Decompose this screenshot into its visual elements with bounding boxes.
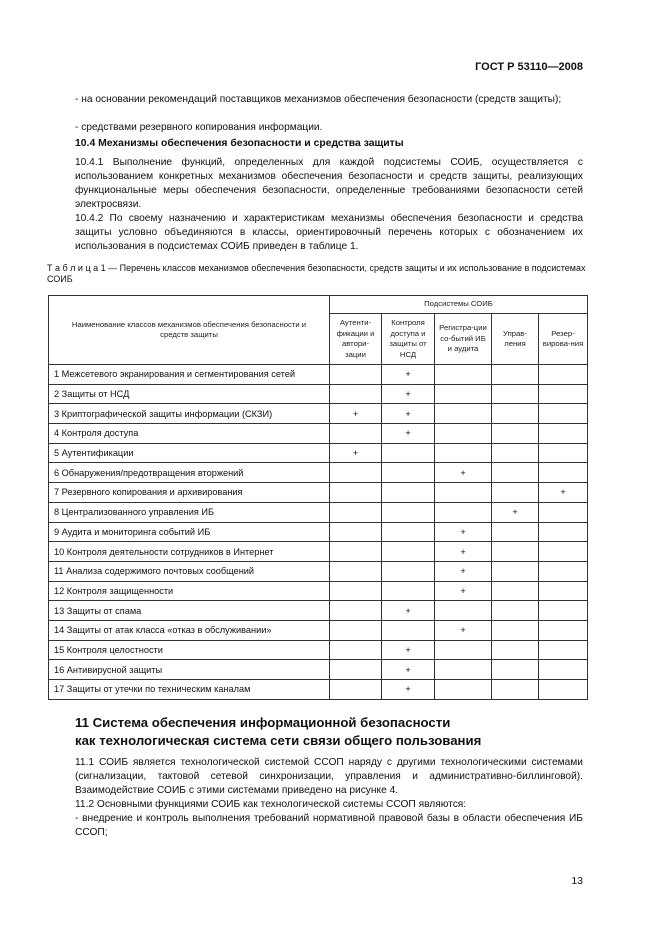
- row-mark-subsystem-4: [492, 680, 539, 700]
- row-class-name: 11 Анализа содержимого почтовых сообщений: [49, 561, 330, 581]
- row-mark-subsystem-2: [382, 443, 435, 463]
- row-mark-subsystem-5: [539, 640, 588, 660]
- row-mark-subsystem-4: +: [492, 502, 539, 522]
- row-mark-subsystem-3: [435, 483, 492, 503]
- row-mark-subsystem-4: [492, 561, 539, 581]
- row-mark-subsystem-1: [330, 522, 382, 542]
- subsystems-table: [48, 295, 588, 700]
- row-mark-subsystem-3: [435, 640, 492, 660]
- table-row: [49, 660, 588, 680]
- row-mark-subsystem-5: [539, 404, 588, 424]
- row-mark-subsystem-2: +: [382, 365, 435, 385]
- paragraph-11-1: 11.1 СОИБ является технологической системой ССОП наряду с другими технологическими системами (сигнализации, тактовой сетевой синхронизации, управления и административно-биллинговой). Взаимодействие СОИБ с этими системами приведено на рисунке 4.: [75, 757, 583, 796]
- col-header-subsystem-1: Аутенти-фикации и автори-зации: [330, 314, 382, 365]
- row-mark-subsystem-2: +: [382, 384, 435, 404]
- row-mark-subsystem-3: [435, 404, 492, 424]
- row-mark-subsystem-3: [435, 601, 492, 621]
- section-10-4-heading: 10.4 Механизмы обеспечения безопасности и средства защиты: [75, 138, 404, 149]
- row-mark-subsystem-4: [492, 404, 539, 424]
- row-mark-subsystem-2: +: [382, 601, 435, 621]
- row-mark-subsystem-4: [492, 424, 539, 444]
- row-mark-subsystem-3: [435, 424, 492, 444]
- row-mark-subsystem-1: +: [330, 443, 382, 463]
- row-mark-subsystem-3: [435, 660, 492, 680]
- row-mark-subsystem-2: [382, 620, 435, 640]
- row-class-name: 1 Межсетевого экранирования и сегментирования сетей: [49, 365, 330, 385]
- row-mark-subsystem-1: +: [330, 404, 382, 424]
- row-mark-subsystem-1: [330, 640, 382, 660]
- col-header-subsystems: Подсистемы СОИБ: [330, 296, 588, 314]
- row-class-name: 15 Контроля целостности: [49, 640, 330, 660]
- table-row: [49, 365, 588, 385]
- row-mark-subsystem-2: +: [382, 404, 435, 424]
- row-mark-subsystem-3: [435, 365, 492, 385]
- row-mark-subsystem-4: [492, 483, 539, 503]
- row-mark-subsystem-4: [492, 443, 539, 463]
- row-class-name: 7 Резервного копирования и архивирования: [49, 483, 330, 503]
- row-mark-subsystem-1: [330, 680, 382, 700]
- document-header: ГОСТ Р 53110—2008: [475, 61, 583, 73]
- table-row: [49, 601, 588, 621]
- row-mark-subsystem-5: [539, 680, 588, 700]
- row-class-name: 16 Антивирусной защиты: [49, 660, 330, 680]
- row-mark-subsystem-1: [330, 502, 382, 522]
- table-row: [49, 463, 588, 483]
- row-class-name: 12 Контроля защищенности: [49, 581, 330, 601]
- col-header-subsystem-2: Контроля доступа и защиты от НСД: [382, 314, 435, 365]
- row-mark-subsystem-4: [492, 660, 539, 680]
- row-mark-subsystem-4: [492, 542, 539, 562]
- row-mark-subsystem-4: [492, 463, 539, 483]
- row-mark-subsystem-5: [539, 660, 588, 680]
- table-row: [49, 384, 588, 404]
- paragraph-10-4-2: 10.4.2 По своему назначению и характеристикам механизмы обеспечения безопасности и средства защиты условно объединяются в классы, ориентировочный перечень которых с обозначением их использования в подсистемах СОИБ приведен в таблице 1.: [75, 213, 583, 252]
- row-mark-subsystem-4: [492, 601, 539, 621]
- row-mark-subsystem-1: [330, 601, 382, 621]
- row-class-name: 17 Защиты от утечки по техническим каналам: [49, 680, 330, 700]
- row-mark-subsystem-3: +: [435, 463, 492, 483]
- table-row: [49, 620, 588, 640]
- row-mark-subsystem-1: [330, 561, 382, 581]
- row-mark-subsystem-5: [539, 561, 588, 581]
- table-row: [49, 680, 588, 700]
- row-mark-subsystem-4: [492, 640, 539, 660]
- row-mark-subsystem-5: [539, 601, 588, 621]
- row-mark-subsystem-3: +: [435, 522, 492, 542]
- row-mark-subsystem-5: [539, 424, 588, 444]
- row-mark-subsystem-5: +: [539, 483, 588, 503]
- row-class-name: 6 Обнаружения/предотвращения вторжений: [49, 463, 330, 483]
- row-mark-subsystem-4: [492, 522, 539, 542]
- row-class-name: 14 Защиты от атак класса «отказ в обслуживании»: [49, 620, 330, 640]
- row-class-name: 4 Контроля доступа: [49, 424, 330, 444]
- row-mark-subsystem-1: [330, 424, 382, 444]
- section-11-heading-line-2: как технологическая система сети связи общего пользования: [75, 733, 482, 748]
- row-mark-subsystem-1: [330, 365, 382, 385]
- row-mark-subsystem-3: +: [435, 561, 492, 581]
- row-mark-subsystem-1: [330, 384, 382, 404]
- row-class-name: 8 Централизованного управления ИБ: [49, 502, 330, 522]
- row-mark-subsystem-3: [435, 502, 492, 522]
- table-row: [49, 640, 588, 660]
- row-class-name: 10 Контроля деятельности сотрудников в Интернет: [49, 542, 330, 562]
- intro-bullet-1: - на основании рекомендаций поставщиков механизмов обеспечения безопасности (средств защиты);: [75, 94, 562, 105]
- col-header-subsystem-4: Управ-ления: [492, 314, 539, 365]
- page-number: 13: [571, 875, 583, 887]
- table-caption-text: 1 — Перечень классов механизмов обеспечения безопасности, средств защиты и их использование в подсистемах СОИБ: [47, 263, 586, 284]
- row-mark-subsystem-1: [330, 542, 382, 562]
- row-mark-subsystem-2: [382, 581, 435, 601]
- table-row: [49, 443, 588, 463]
- row-mark-subsystem-2: +: [382, 680, 435, 700]
- row-mark-subsystem-5: [539, 502, 588, 522]
- row-class-name: 3 Криптографической защиты информации (СКЗИ): [49, 404, 330, 424]
- row-class-name: 13 Защиты от спама: [49, 601, 330, 621]
- row-mark-subsystem-4: [492, 365, 539, 385]
- row-mark-subsystem-2: +: [382, 424, 435, 444]
- row-mark-subsystem-3: [435, 443, 492, 463]
- row-mark-subsystem-1: [330, 581, 382, 601]
- table-row: [49, 542, 588, 562]
- row-mark-subsystem-1: [330, 483, 382, 503]
- row-class-name: 2 Защиты от НСД: [49, 384, 330, 404]
- row-mark-subsystem-4: [492, 620, 539, 640]
- row-mark-subsystem-3: +: [435, 620, 492, 640]
- section-11-heading: [75, 714, 583, 750]
- row-mark-subsystem-2: [382, 463, 435, 483]
- row-mark-subsystem-5: [539, 365, 588, 385]
- table-row: [49, 522, 588, 542]
- paragraph-11-2: 11.2 Основными функциями СОИБ как технологической системы ССОП являются:: [75, 799, 467, 810]
- row-mark-subsystem-4: [492, 581, 539, 601]
- row-mark-subsystem-5: [539, 542, 588, 562]
- table-row: [49, 561, 588, 581]
- table-caption: [47, 263, 587, 285]
- row-mark-subsystem-2: [382, 522, 435, 542]
- row-mark-subsystem-1: [330, 463, 382, 483]
- row-mark-subsystem-2: [382, 561, 435, 581]
- table-row: [49, 404, 588, 424]
- row-mark-subsystem-1: [330, 660, 382, 680]
- section-11-bullet-1: - внедрение и контроль выполнения требований нормативной правовой базы в области обеспечения ИБ ССОП;: [75, 813, 583, 838]
- row-class-name: 5 Аутентификации: [49, 443, 330, 463]
- col-header-class-name: Наименование классов механизмов обеспечения безопасности и средств защиты: [49, 296, 330, 365]
- row-mark-subsystem-2: [382, 502, 435, 522]
- row-mark-subsystem-2: [382, 483, 435, 503]
- row-mark-subsystem-2: +: [382, 660, 435, 680]
- row-mark-subsystem-3: +: [435, 581, 492, 601]
- table-row: [49, 581, 588, 601]
- row-mark-subsystem-5: [539, 581, 588, 601]
- intro-bullet-2: - средствами резервного копирования информации.: [75, 122, 323, 133]
- section-11-heading-line-1: 11 Система обеспечения информационной безопасности: [75, 715, 451, 730]
- table-row: [49, 502, 588, 522]
- table-row: [49, 483, 588, 503]
- col-header-subsystem-3: Регистра-ции со-бытий ИБ и аудита: [435, 314, 492, 365]
- row-mark-subsystem-2: [382, 542, 435, 562]
- paragraph-10-4-1: 10.4.1 Выполнение функций, определенных для каждой подсистемы СОИБ, осуществляется с использованием конкретных механизмов обеспечения безопасности и средств защиты, реализующих функциональные меры обеспечения безопасности, определенные требованиями безопасности сетей электросвязи.: [75, 157, 583, 210]
- row-mark-subsystem-5: [539, 384, 588, 404]
- table-row: [49, 424, 588, 444]
- row-mark-subsystem-3: [435, 384, 492, 404]
- row-mark-subsystem-3: +: [435, 542, 492, 562]
- row-mark-subsystem-2: +: [382, 640, 435, 660]
- row-mark-subsystem-5: [539, 463, 588, 483]
- row-mark-subsystem-3: [435, 680, 492, 700]
- row-mark-subsystem-5: [539, 522, 588, 542]
- row-mark-subsystem-5: [539, 443, 588, 463]
- row-mark-subsystem-1: [330, 620, 382, 640]
- table-caption-label: Т а б л и ц а: [47, 263, 99, 273]
- row-mark-subsystem-5: [539, 620, 588, 640]
- row-mark-subsystem-4: [492, 384, 539, 404]
- row-class-name: 9 Аудита и мониторинга событий ИБ: [49, 522, 330, 542]
- col-header-subsystem-5: Резер-вирова-ния: [539, 314, 588, 365]
